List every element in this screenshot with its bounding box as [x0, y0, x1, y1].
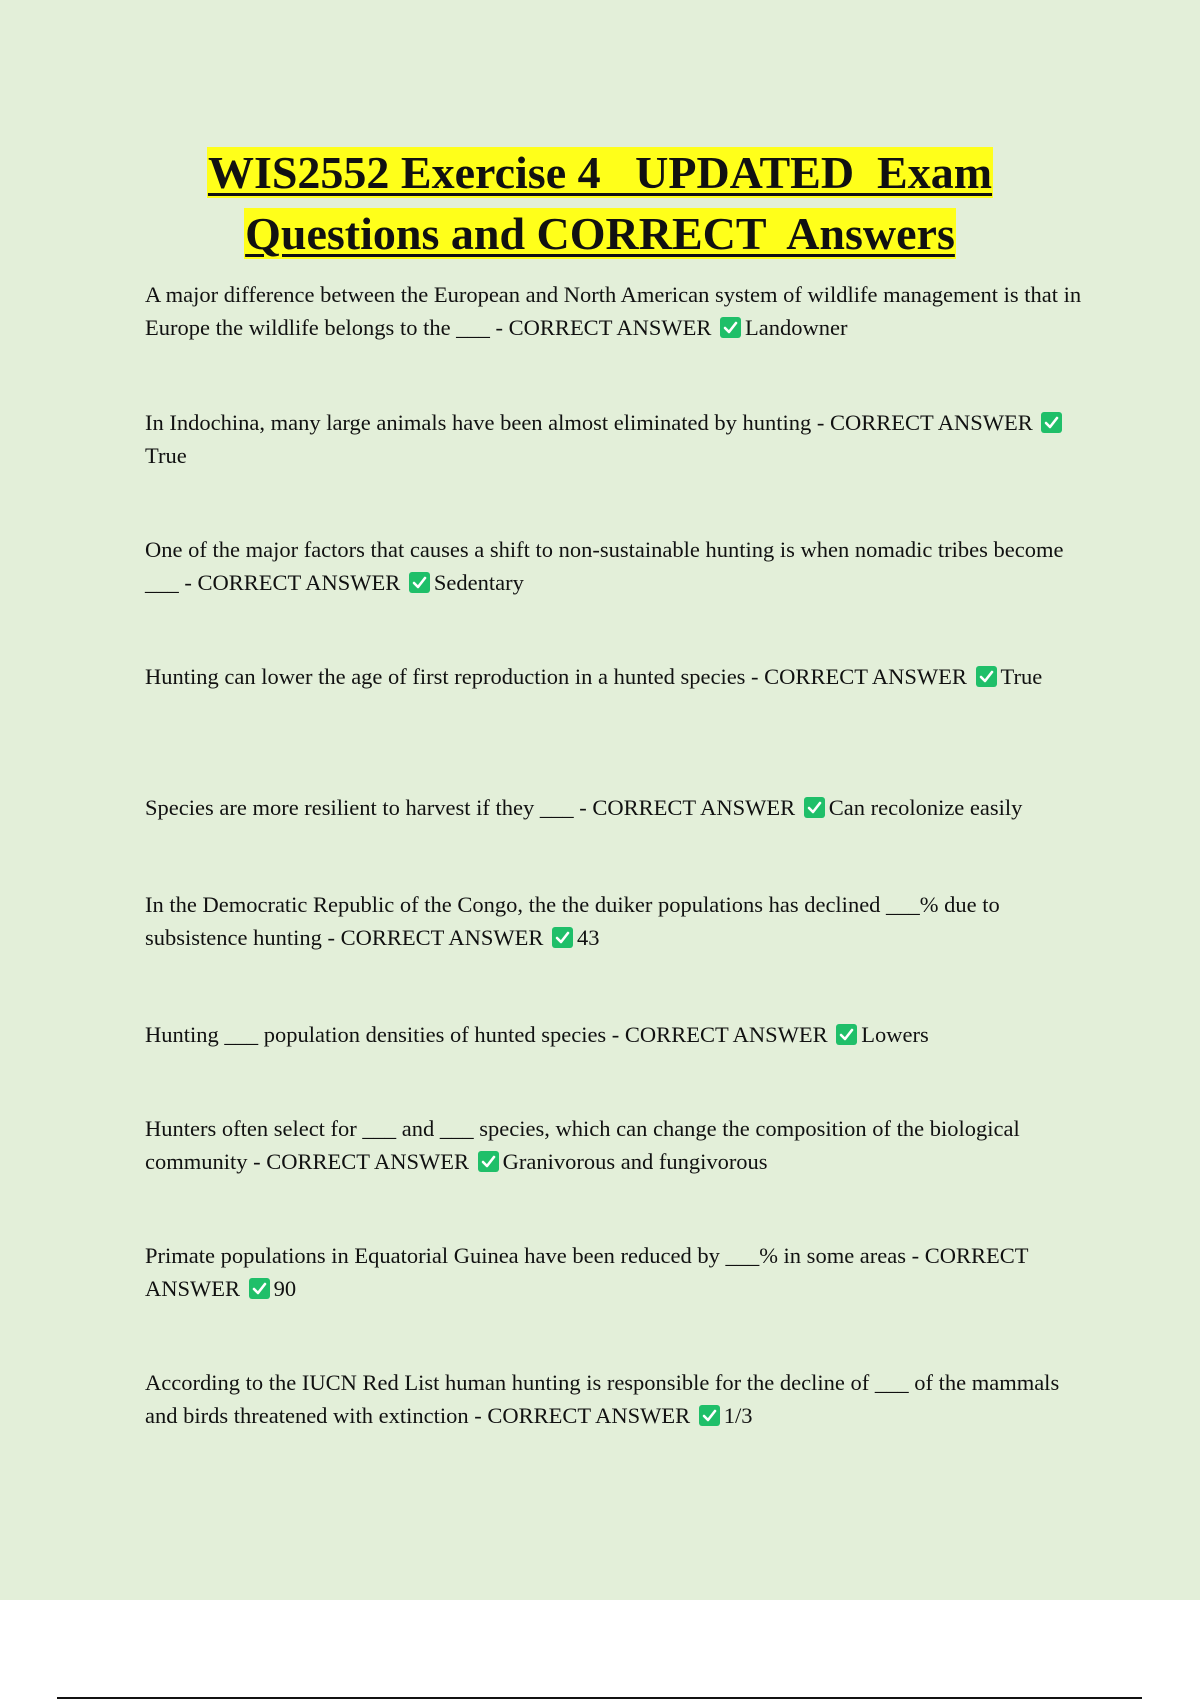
qa-item [145, 791, 1095, 824]
question-text: A major difference between the European and North American system of wildlife management is that in Europe the wildlife belongs to the ___ - CORRECT ANSWER [145, 282, 1087, 340]
answer-text: 1/3 [723, 1403, 753, 1428]
qa-item [145, 1239, 1095, 1305]
qa-item [145, 1112, 1095, 1178]
answer-text: Landowner [745, 315, 848, 340]
question-text: According to the IUCN Red List human hunting is responsible for the decline of ___ of the mammals and birds threatened with extinction - CORRECT ANSWER [145, 1370, 1065, 1428]
question-text: Hunting ___ population densities of hunted species - CORRECT ANSWER [145, 1022, 828, 1047]
footer-divider [57, 1697, 1142, 1699]
check-box-icon [478, 1151, 499, 1172]
title-line-1: WIS2552 Exercise 4 UPDATED Exam [207, 147, 993, 198]
answer-text: True [1000, 664, 1043, 689]
qa-item [145, 888, 1095, 954]
answer-text: Can recolonize easily [828, 795, 1023, 820]
answer-text: 43 [576, 925, 600, 950]
question-text: Species are more resilient to harvest if they ___ - CORRECT ANSWER [145, 795, 796, 820]
check-box-icon [1041, 412, 1062, 433]
question-text: Primate populations in Equatorial Guinea have been reduced by ___% in some areas - CORRECT ANSWER [145, 1243, 1033, 1301]
answer-text: Granivorous and fungivorous [502, 1149, 768, 1174]
answer-text: True [145, 443, 187, 468]
answer-text: Sedentary [433, 570, 524, 595]
check-box-icon [836, 1024, 857, 1045]
question-text: Hunting can lower the age of first reproduction in a hunted species - CORRECT ANSWER [145, 664, 967, 689]
check-box-icon [409, 572, 430, 593]
answer-text: Lowers [861, 1022, 929, 1047]
qa-item [145, 660, 1095, 693]
qa-item [145, 278, 1095, 344]
qa-item [145, 1018, 1095, 1051]
check-box-icon [720, 317, 741, 338]
question-text: In Indochina, many large animals have been almost eliminated by hunting - CORRECT ANSWER [145, 410, 1033, 435]
check-box-icon [249, 1278, 270, 1299]
page-title [0, 142, 1200, 264]
answer-text: 90 [273, 1276, 297, 1301]
check-box-icon [552, 927, 573, 948]
check-box-icon [804, 797, 825, 818]
question-text: One of the major factors that causes a shift to non-sustainable hunting is when nomadic tribes become ___ - CORRECT ANSWER [145, 537, 1070, 595]
qa-item [145, 1366, 1095, 1432]
qa-item [145, 406, 1095, 472]
check-box-icon [976, 666, 997, 687]
check-box-icon [699, 1405, 720, 1426]
qa-item [145, 533, 1095, 599]
question-text: Hunters often select for ___ and ___ species, which can change the composition of the biological community - CORRECT ANSWER [145, 1116, 1026, 1174]
question-text: In the Democratic Republic of the Congo, the the duiker populations has declined ___% due to subsistence hunting - CORRECT ANSWER [145, 892, 1006, 950]
title-line-2: Questions and CORRECT Answers [245, 208, 955, 259]
